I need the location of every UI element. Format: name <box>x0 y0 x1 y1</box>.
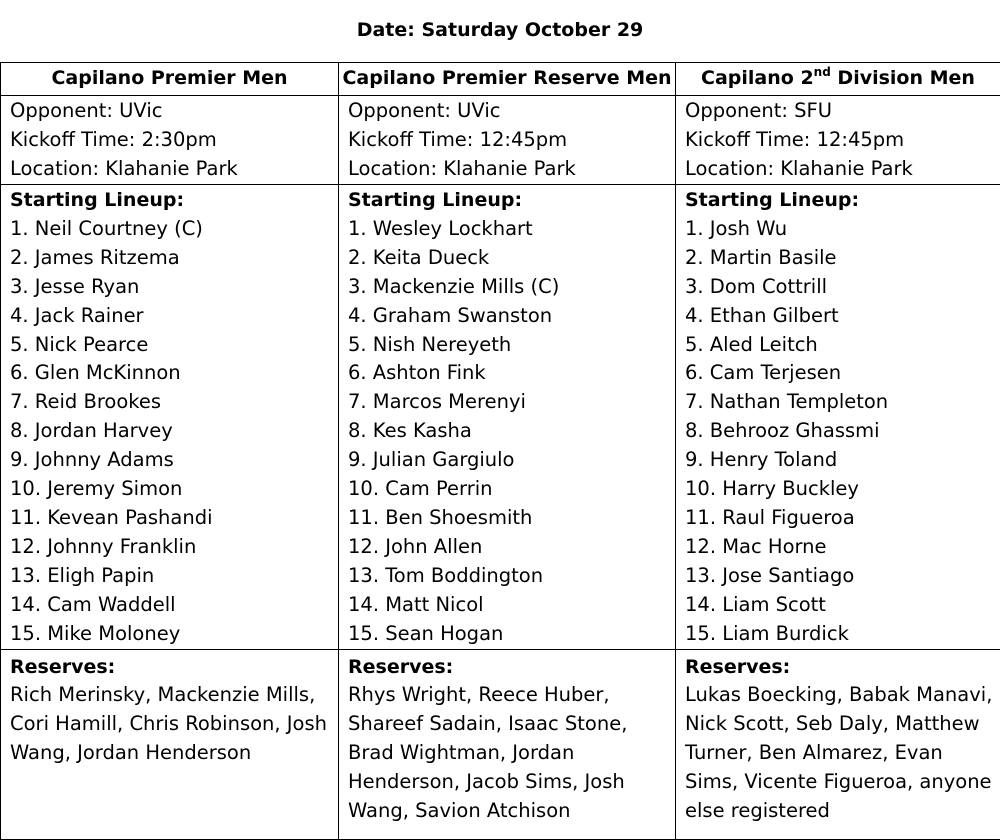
reserves-title: Reserves: <box>685 653 1000 682</box>
location: Location: Klahanie Park <box>348 155 675 184</box>
player-item: 14. Cam Waddell <box>10 591 338 620</box>
kickoff-time: Kickoff Time: 12:45pm <box>685 126 1000 155</box>
starting-lineup-2nd-division <box>676 185 1000 650</box>
player-item: 3. Mackenzie Mills (C) <box>348 273 675 302</box>
match-info-premier-reserve <box>339 96 676 185</box>
kickoff-time: Kickoff Time: 12:45pm <box>348 126 675 155</box>
player-item: 5. Aled Leitch <box>685 331 1000 360</box>
player-item: 12. John Allen <box>348 533 675 562</box>
reserves-list: Rhys Wright, Reece Huber, Shareef Sadain, Isaac Stone, Brad Wightman, Jordan Henderson, Jacob Sims, Josh Wang, Savion Atchison <box>348 681 638 826</box>
player-item: 6. Cam Terjesen <box>685 359 1000 388</box>
player-item: 1. Wesley Lockhart <box>348 215 675 244</box>
player-item: 10. Harry Buckley <box>685 475 1000 504</box>
player-item: 5. Nick Pearce <box>10 331 338 360</box>
lineups-table <box>0 62 1000 840</box>
player-item: 9. Julian Gargiulo <box>348 446 675 475</box>
reserves-2nd-division <box>676 649 1000 839</box>
player-item: 14. Liam Scott <box>685 591 1000 620</box>
player-item: 9. Johnny Adams <box>10 446 338 475</box>
player-item: 3. Dom Cottrill <box>685 273 1000 302</box>
player-item: 15. Mike Moloney <box>10 620 338 649</box>
reserves-premier <box>1 649 339 839</box>
location: Location: Klahanie Park <box>10 155 338 184</box>
page-date: Date: Saturday October 29 <box>0 16 1000 44</box>
opponent: Opponent: UVic <box>348 97 675 126</box>
player-item: 2. Keita Dueck <box>348 244 675 273</box>
player-item: 2. James Ritzema <box>10 244 338 273</box>
player-item: 10. Jeremy Simon <box>10 475 338 504</box>
match-info-2nd-division <box>676 96 1000 185</box>
player-list <box>685 215 1000 649</box>
starting-lineup-title: Starting Lineup: <box>348 186 675 215</box>
reserves-list: Rich Merinsky, Mackenzie Mills, Cori Hamill, Chris Robinson, Josh Wang, Jordan Henderson <box>10 681 328 768</box>
location: Location: Klahanie Park <box>685 155 1000 184</box>
player-item: 10. Cam Perrin <box>348 475 675 504</box>
player-item: 4. Jack Rainer <box>10 302 338 331</box>
player-item: 6. Glen McKinnon <box>10 359 338 388</box>
opponent: Opponent: UVic <box>10 97 338 126</box>
player-item: 11. Raul Figueroa <box>685 504 1000 533</box>
team-header-premier-reserve: Capilano Premier Reserve Men <box>339 63 676 96</box>
reserves-title: Reserves: <box>10 653 338 682</box>
player-item: 11. Kevean Pashandi <box>10 504 338 533</box>
starting-lineup-title: Starting Lineup: <box>685 186 1000 215</box>
starting-lineup-title: Starting Lineup: <box>10 186 338 215</box>
kickoff-time: Kickoff Time: 2:30pm <box>10 126 338 155</box>
player-item: 1. Josh Wu <box>685 215 1000 244</box>
reserves-title: Reserves: <box>348 653 675 682</box>
reserves-list: Lukas Boecking, Babak Manavi, Nick Scott, Seb Daly, Matthew Turner, Ben Almarez, Evan Sims, Vicente Figueroa, anyone else registered <box>685 681 997 826</box>
player-item: 15. Liam Burdick <box>685 620 1000 649</box>
player-item: 8. Jordan Harvey <box>10 417 338 446</box>
player-item: 13. Tom Boddington <box>348 562 675 591</box>
player-item: 4. Graham Swanston <box>348 302 675 331</box>
player-list <box>348 215 675 649</box>
player-item: 1. Neil Courtney (C) <box>10 215 338 244</box>
starting-lineup-premier <box>1 185 339 650</box>
player-item: 4. Ethan Gilbert <box>685 302 1000 331</box>
player-item: 8. Kes Kasha <box>348 417 675 446</box>
player-item: 7. Nathan Templeton <box>685 388 1000 417</box>
player-item: 5. Nish Nereyeth <box>348 331 675 360</box>
player-item: 13. Jose Santiago <box>685 562 1000 591</box>
player-list <box>10 215 338 649</box>
team-header-premier: Capilano Premier Men <box>1 63 339 96</box>
player-item: 9. Henry Toland <box>685 446 1000 475</box>
team-header-prefix: Capilano 2 <box>701 67 814 89</box>
player-item: 7. Marcos Merenyi <box>348 388 675 417</box>
player-item: 14. Matt Nicol <box>348 591 675 620</box>
opponent: Opponent: SFU <box>685 97 1000 126</box>
starting-lineup-row <box>1 185 1000 650</box>
player-item: 7. Reid Brookes <box>10 388 338 417</box>
reserves-premier-reserve <box>339 649 676 839</box>
team-header-suffix: Division Men <box>831 67 975 89</box>
player-item: 15. Sean Hogan <box>348 620 675 649</box>
header-row <box>1 63 1000 96</box>
match-info-row <box>1 96 1000 185</box>
starting-lineup-premier-reserve <box>339 185 676 650</box>
player-item: 6. Ashton Fink <box>348 359 675 388</box>
player-item: 12. Mac Horne <box>685 533 1000 562</box>
reserves-row <box>1 649 1000 839</box>
match-info-premier <box>1 96 339 185</box>
player-item: 12. Johnny Franklin <box>10 533 338 562</box>
player-item: 13. Eligh Papin <box>10 562 338 591</box>
player-item: 3. Jesse Ryan <box>10 273 338 302</box>
team-header-2nd-division <box>676 63 1000 96</box>
player-item: 8. Behrooz Ghassmi <box>685 417 1000 446</box>
player-item: 11. Ben Shoesmith <box>348 504 675 533</box>
team-header-sup: nd <box>814 65 831 79</box>
player-item: 2. Martin Basile <box>685 244 1000 273</box>
